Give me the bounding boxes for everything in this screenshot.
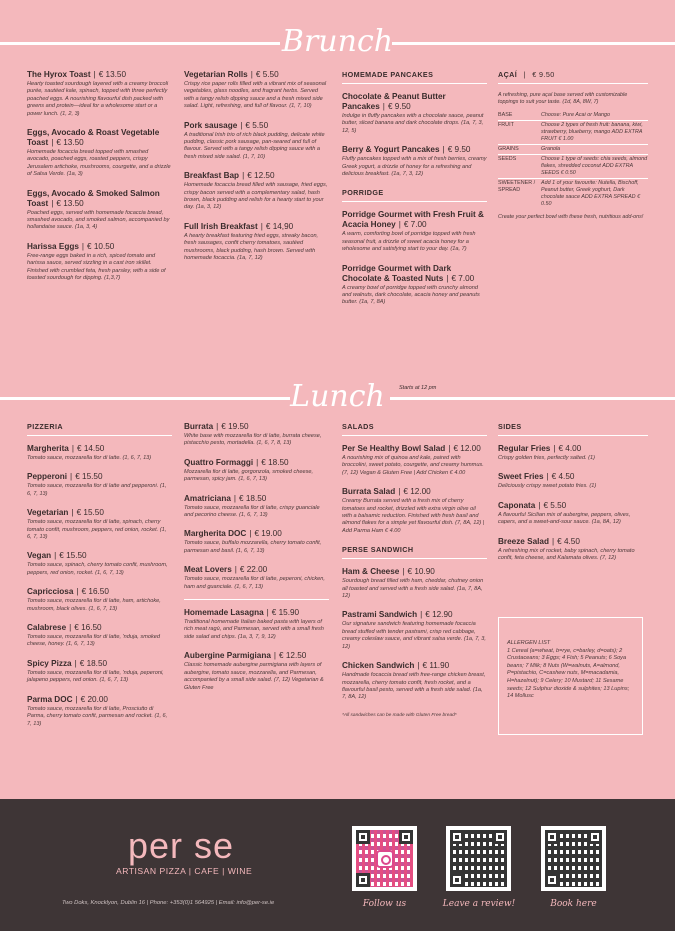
menu-item-description: Classic homemade aubergine parmigiana with layers of aubergine, tomato sauce, mozzarella, and Parmesan, accompanied by a small side salad. (7, 12) Vegetarian & Gluten Free xyxy=(184,662,324,691)
menu-item-description: Traditional homemade Italian baked pasta with layers of rich meat ragù, and Parmesan, served with a small fresh side salad and chips. (1a, 3, 7, 9, 12) xyxy=(184,619,324,640)
menu-item-description: Deliciously crispy sweet potato fries. (1) xyxy=(498,483,597,490)
acai-option-value: Choose 2 types of fresh fruit: banana, kiwi, strawberry, blueberry, mango ADD EXTRA FRUIT € 1.00 xyxy=(541,122,643,142)
separator: | xyxy=(74,658,77,668)
menu-item-title xyxy=(27,551,172,561)
acai-option-key: BASE xyxy=(498,112,513,118)
qr-pattern xyxy=(545,830,602,887)
acai-option-row xyxy=(498,144,648,153)
qr-corner xyxy=(450,873,464,887)
menu-item-price: € 15.50 xyxy=(59,551,87,561)
menu-item-title xyxy=(184,608,329,618)
book-here-label: Book here xyxy=(550,899,597,909)
acai-option-value: Choose 1 type of seeds: chia seeds, almond flakes, shredded coconut ADD EXTRA SEEDS € 0.50 xyxy=(541,156,648,176)
separator: | xyxy=(256,457,259,467)
menu-item-title xyxy=(184,458,329,468)
menu-item-title xyxy=(498,444,648,454)
tagline: ARTISAN PIZZA | CAFE | WINE xyxy=(116,866,253,876)
separator: | xyxy=(442,145,445,155)
menu-item-price: € 4.50 xyxy=(557,536,580,546)
menu-item-description: Tomato sauce, mozzarella fior di latte, peperoni, chicken, ham and guanciale. (1, 6, 7, 13) xyxy=(184,576,325,590)
menu-item-name: Quattro Formaggi xyxy=(184,457,254,467)
acai-price: € 9.50 xyxy=(532,70,555,79)
menu-item-name: Harissa Eggs xyxy=(27,241,79,251)
menu-item-name: Full Irish Breakfast xyxy=(184,221,258,231)
divider xyxy=(184,599,329,600)
separator: | xyxy=(69,623,72,633)
menu-item-price: € 5.50 xyxy=(245,120,269,130)
menu-item-description: A creamy bowl of porridge topped with crunchy almond and walnuts, dark chocolate, acacia honey and peanuts butter. (1a, 7, 8A) xyxy=(342,284,480,306)
menu-item-price: € 7.00 xyxy=(451,273,475,283)
brunch-banner xyxy=(0,22,675,62)
menu-item-title xyxy=(184,494,329,504)
menu-item-price: € 16.50 xyxy=(81,587,109,597)
separator: | xyxy=(216,422,219,431)
menu-item-description: Tomato sauce, mozzarella fior di latte. (1, 6, 7, 13) xyxy=(27,455,152,461)
menu-item-name: Burrata Salad xyxy=(342,487,396,497)
per-se-logo: per se xyxy=(128,825,235,866)
menu-item xyxy=(342,92,487,135)
menu-item-name: Pepperoni xyxy=(27,472,68,482)
menu-item-description: Crispy rice paper rolls filled with a vibrant mix of seasonal vegetables, glass noodles, and fragrant herbs. Served with a tangy relish dipping sauce and a fresh mixed side salad. Light, refreshing, and full of flavour. (1, 7, 10) xyxy=(184,81,327,110)
menu-item-title xyxy=(342,610,487,620)
acai-option-row xyxy=(498,112,648,119)
menu-item-price: € 12.90 xyxy=(425,610,453,620)
menu-item-title xyxy=(27,128,172,148)
menu-item-name: Capricciosa xyxy=(27,587,74,597)
separator: | xyxy=(273,651,277,661)
menu-item-description: Mozzarella fior di latte, gorgonzola, smoked cheese, parmesan, spicy jam. (1, 6, 7, 13) xyxy=(184,468,314,483)
menu-item-name: Meat Lovers xyxy=(184,565,232,575)
acai-heading: AÇAÍ | € 9.50 xyxy=(498,70,648,84)
menu-item xyxy=(27,587,172,613)
menu-item-price: € 14.50 xyxy=(77,444,105,453)
menu-item-description: Poached eggs, served with homemade focaccia bread, smashed avocado, and smoked salmon, accompanied by hollandaise sauce. (1a, 3, 4) xyxy=(27,209,170,231)
menu-item xyxy=(27,659,172,685)
menu-item-description: Fluffy pancakes topped with a mix of fresh berries, creamy Greek yogurt, a drizzle of honey for a refreshing and delicious breakfast. (1a, 7, 3, 12) xyxy=(342,156,487,178)
menu-item xyxy=(184,651,329,692)
brunch-column-1 xyxy=(27,70,172,293)
acai-option-value: Granola xyxy=(541,146,561,152)
sandwich-heading: PERSE SANDWICH xyxy=(342,545,487,559)
qr-corner xyxy=(356,873,370,887)
acai-option-key: FRUIT xyxy=(498,122,514,128)
menu-item xyxy=(27,551,172,577)
acai-intro: A refreshing, pure açaí base served with customizable toppings to suit your taste. (1d, 8A, 8W, 7) xyxy=(498,92,628,105)
menu-item-name: Burrata xyxy=(184,422,214,431)
separator: | xyxy=(551,536,555,546)
lunch-title: Lunch xyxy=(290,379,385,414)
menu-item xyxy=(342,145,487,178)
separator: | xyxy=(266,608,269,618)
review-qr-code[interactable] xyxy=(446,826,511,891)
separator: | xyxy=(538,500,541,510)
menu-item-name: Aubergine Parmigiana xyxy=(184,651,271,661)
separator: | xyxy=(51,138,54,148)
menu-item xyxy=(184,565,329,591)
separator: | xyxy=(54,551,57,561)
menu-item xyxy=(184,222,329,263)
menu-item-price: € 10.50 xyxy=(87,241,115,251)
menu-item-title xyxy=(184,121,329,131)
menu-item-title xyxy=(498,472,648,482)
acai-column xyxy=(498,70,648,221)
separator: | xyxy=(93,70,96,79)
menu-item-description: Tomato sauce, mozzarella fior di latte, 'nduja, peperoni, jalapeno peppers, red onion. (1, 6, 7, 13) xyxy=(27,669,164,684)
menu-item-title xyxy=(27,189,172,209)
qr-pattern xyxy=(356,830,413,887)
menu-item-description: A hearty breakfast featuring fried eggs, streaky bacon, fresh sausages, confit cherry tomatoes, sautéed mushrooms, black pudding, hash brown. Served with homemade focaccia. (1a, 7, 12) xyxy=(184,232,319,262)
menu-item-description: Indulge in fluffy pancakes with a chocolate sauce, peanut butter, sliced banana and dark chocolate drops. (1a, 7, 3, 12, 5) xyxy=(342,113,484,134)
separator: | xyxy=(242,171,245,181)
menu-item-description: Our signature sandwich featuring homemade focaccia bread stuffed with tender pastrami, crisp red cabbage, creamy coleslaw sauce, and vibrant salsa verde. (1a, 7, 3, 12) xyxy=(342,621,486,650)
menu-item xyxy=(27,444,172,462)
menu-item-price: € 4.50 xyxy=(551,472,575,482)
menu-item-name: Berry & Yogurt Pancakes xyxy=(342,145,440,155)
menu-item-description: Tomato sauce, buffalo mozzarella, cherry tomato confit, parmesan and basil. (1, 6, 7, 13) xyxy=(184,540,322,554)
menu-item-name: Amatriciana xyxy=(184,493,231,503)
menu-item-description: Handmade focaccia bread with free-range chicken breast, mozzarella, cherry tomato confit, fresh rocket, and a flavourful basil pesto, served with a fresh side salad. (1a, 7, 8A, 12) xyxy=(342,672,486,701)
qr-corner xyxy=(588,830,602,844)
instagram-qr-code[interactable] xyxy=(352,826,417,891)
gluten-free-note: *All sandwiches can be made with Gluten Free bread* xyxy=(342,712,457,718)
menu-item xyxy=(184,529,329,555)
menu-item xyxy=(184,458,329,484)
separator: | xyxy=(420,610,423,620)
acai-option-value: Choose: Pure Acai or Mango xyxy=(541,112,611,118)
menu-item-price: € 9.50 xyxy=(447,145,471,155)
menu-item-name: Per Se Healthy Bowl Salad xyxy=(342,444,446,453)
menu-item xyxy=(184,171,329,212)
lunch-start-time: Starts at 12 pm xyxy=(399,385,437,391)
menu-item xyxy=(27,128,172,179)
allergen-title: ALLERGEN LIST xyxy=(507,640,551,646)
menu-item-price: € 19.00 xyxy=(254,529,282,539)
menu-item xyxy=(27,695,172,728)
qr-corner xyxy=(545,830,559,844)
separator: | xyxy=(70,472,73,482)
qr-corner xyxy=(450,830,464,844)
menu-item xyxy=(184,608,329,641)
menu-item-price: € 12.50 xyxy=(279,651,307,661)
menu-item-name: Caponata xyxy=(498,500,536,510)
menu-item-title xyxy=(342,145,487,155)
brunch-title: Brunch xyxy=(281,24,394,59)
menu-item-name: Calabrese xyxy=(27,623,67,633)
separator: | xyxy=(233,493,237,503)
menu-item-description: A refreshing mix of rocket, baby spinach, cherry tomato confit, feta cheese, and Kalamata olives. (7, 12) xyxy=(498,547,635,562)
menu-item-title xyxy=(27,695,172,705)
menu-item-title xyxy=(184,529,329,539)
menu-item-price: € 18.50 xyxy=(261,457,289,467)
follow-us-label: Follow us xyxy=(362,899,407,909)
menu-item-name: Regular Fries xyxy=(498,444,551,453)
menu-item-title xyxy=(342,487,487,497)
pizzeria-column xyxy=(27,422,172,738)
menu-item-description: A warm, comforting bowl of porridge topped with fresh seasonal fruit, a drizzle of sweet acacia honey for a wholesome and satisfying start to your day. (1a, 7) xyxy=(342,231,476,253)
contact-address: Two Doks, Knocklyon, Dublin 16 | Phone: +353(0)1 564925 | Email: info@per-se.ie xyxy=(62,900,275,906)
menu-item xyxy=(498,472,648,490)
menu-item-price: € 4.00 xyxy=(558,444,582,453)
menu-item-price: € 5.50 xyxy=(255,70,279,79)
menu-item-title xyxy=(27,623,172,633)
menu-item-price: € 13.50 xyxy=(56,198,84,208)
menu-item-name: Margherita DOC xyxy=(184,529,247,539)
menu-item-title xyxy=(184,70,329,80)
menu-item-description: Creamy Burrata served with a fresh mix of cherry tomatoes and rocket, drizzled with extra virgin olive oil with a balsamic reduction. Finished with fresh basil and almond flakes for a simple yet flavourful dish. (7, 8A, 12) | Add Parma Ham € 4.00 xyxy=(342,498,485,534)
menu-item-title xyxy=(184,422,329,432)
menu-item xyxy=(184,422,329,448)
menu-item-price: € 7.00 xyxy=(403,220,427,230)
menu-item-price: € 15.50 xyxy=(75,472,103,482)
separator: | xyxy=(260,221,263,231)
menu-item-title xyxy=(342,567,487,577)
menu-item xyxy=(342,610,487,651)
menu-item-description: Homemade focaccia bread filled with sausage, fried eggs, crispy bacon served with a complementary salad, hash brown, black pudding and relish for a hearty start to your day. (1a, 3, 12) xyxy=(184,182,328,211)
lunch-banner xyxy=(0,377,675,417)
menu-item-title xyxy=(498,501,648,511)
separator: | xyxy=(76,587,79,597)
separator: | xyxy=(75,694,78,704)
menu-item-title xyxy=(184,171,329,181)
separator: | xyxy=(71,444,74,453)
qr-corner xyxy=(399,830,413,844)
lunch-column-2 xyxy=(184,422,329,702)
separator: | xyxy=(81,241,85,251)
menu-item-title xyxy=(27,508,172,518)
menu-item-name: The Hyrox Toast xyxy=(27,70,91,79)
menu-item-price: € 20.00 xyxy=(80,694,108,704)
qr-corner xyxy=(493,830,507,844)
menu-item-title xyxy=(184,565,329,575)
menu-item xyxy=(27,508,172,541)
sides-column xyxy=(498,422,648,572)
menu-item-description: Homemade focaccia bread topped with smashed avocado, poached eggs, roasted peppers, crispy Jerusalem artichoke, mushrooms, courgette, and a drizzle of Salsa Verde. (1a, 3) xyxy=(27,149,171,178)
menu-item-title xyxy=(27,242,172,252)
menu-item xyxy=(342,661,487,702)
acai-option-value: Add 1 of your favourite: Nutella, Bischoff, Peanut butter, Greek yoghurt, Dark chocolate sauce ADD EXTRA SPREAD € 0.50 xyxy=(541,180,641,207)
menu-item xyxy=(342,264,487,307)
menu-item-title xyxy=(27,587,172,597)
menu-item xyxy=(184,121,329,162)
menu-item-price: € 14,90 xyxy=(265,221,294,231)
menu-item-name: Pork sausage xyxy=(184,120,238,130)
menu-item-price: € 11.90 xyxy=(422,661,450,671)
separator: | xyxy=(382,102,385,111)
menu-item-title xyxy=(184,222,329,232)
menu-item-title xyxy=(342,210,487,230)
menu-item-description: White base with mozzarella fior di latte, burrata cheese, pistacchio pesto, mortadella. (1, 6, 7, 8, 13) xyxy=(184,433,322,447)
menu-item-description: A nourishing mix of quinoa and kale, paired with broccolini, sweet potato, courgette, and creamy hummus. (7, 12) Vegan & Gluten Free | Add Chicken € 4.00 xyxy=(342,455,484,476)
menu-item xyxy=(27,472,172,498)
menu-item xyxy=(342,210,487,253)
qr-pattern xyxy=(450,830,507,887)
menu-item-name: Vegetarian Rolls xyxy=(184,70,248,79)
brunch-column-3 xyxy=(342,70,487,317)
menu-item-price: € 5.50 xyxy=(543,500,567,510)
menu-item-title xyxy=(498,537,648,547)
menu-item-name: Chicken Sandwich xyxy=(342,661,415,671)
menu-item-price: € 12.50 xyxy=(247,171,275,181)
separator: | xyxy=(446,273,449,283)
menu-item-description: Hearty toasted sourdough layered with a creamy broccoli purée, sautéed kale, spinach, topped with three perfectly poached eggs. A nourishing flavourful dish packed with greens and protein—ideal for a wholesome start or a power lunch. (1, 2, 3) xyxy=(27,81,169,117)
menu-item xyxy=(27,623,172,649)
acai-option-key: SWEETENER / SPREAD xyxy=(498,180,536,193)
menu-item-price: € 13.50 xyxy=(98,70,127,79)
menu-item-title xyxy=(342,264,487,284)
menu-item xyxy=(498,537,648,563)
menu-item-description: Free-range eggs baked in a rich, spiced tomato and harissa sauce, served sizzling in a cast iron skillet. Finished with crumbled feta, fresh parsley, with a side of toasted sourdough for dipping. (1,3,7) xyxy=(27,252,166,282)
menu-item-name: Breakfast Bap xyxy=(184,171,240,181)
menu-item-description: Tomato sauce, mozzarella fior di latte, spinach, cherry tomato confit, mushroom, peppers, red onion, rocket. (1, 6, 7, 13) xyxy=(27,519,167,541)
menu-item-title xyxy=(342,661,487,671)
brunch-column-2 xyxy=(184,70,329,273)
acai-option-row xyxy=(498,120,648,143)
menu-item xyxy=(342,444,487,477)
menu-item-price: € 12.00 xyxy=(403,487,431,497)
menu-item xyxy=(498,444,648,462)
separator: | xyxy=(240,120,243,130)
menu-item xyxy=(498,501,648,527)
booking-qr-code[interactable] xyxy=(541,826,606,891)
menu-item-name: Vegan xyxy=(27,551,52,561)
qr-corner xyxy=(545,873,559,887)
menu-item-description: Tomato sauce, mozzarella fior di latte, ham, artichoke, mushroom, black olives. (1, 6, 7, 13) xyxy=(27,598,161,612)
menu-item-price: € 16.50 xyxy=(74,623,102,633)
menu-item-description: Tomato sauce, mozzarella fior di latte, 'nduja, smoked cheese, honey. (1, 6, 7, 13) xyxy=(27,634,161,648)
menu-item-name: Parma DOC xyxy=(27,694,73,704)
menu-item-description: A traditional Irish trio of rich black pudding, delicate white pudding, classic pork sausage, pan-seared and full of flavour. Served with a tangy relish dipping sauce with a fresh mixed side salad. (1, 7, 10) xyxy=(184,131,325,160)
separator: | xyxy=(250,70,253,79)
menu-item-price: € 15.90 xyxy=(271,608,300,618)
salads-column xyxy=(342,422,487,719)
menu-item xyxy=(342,487,487,535)
menu-item-title xyxy=(27,70,172,80)
menu-item-name: Pastrami Sandwich xyxy=(342,610,418,620)
separator: | xyxy=(249,529,252,539)
separator: | xyxy=(546,472,549,482)
menu-item-title xyxy=(184,651,329,661)
menu-item-price: € 15.50 xyxy=(76,508,104,518)
menu-item-description: Sourdough bread filled with ham, cheddar, chutney onion all toasted and served with a fresh side salad. (1a, 7, 8A, 12) xyxy=(342,578,484,600)
menu-item xyxy=(27,70,172,118)
salads-heading: SALADS xyxy=(342,422,487,436)
menu-item-description: A flavourful Sicilian mix of aubergine, peppers, olives, capers, and a sweet-and-sour sauce. (1a, 8A, 12) xyxy=(498,511,631,526)
menu-item xyxy=(342,567,487,600)
acai-heading-label: AÇAÍ xyxy=(498,70,518,79)
porridge-heading: PORRIDGE xyxy=(342,188,487,202)
separator: | xyxy=(71,508,74,518)
qr-corner xyxy=(356,830,370,844)
menu-item-description: Tomato sauce, mozzarella fior di latte, Prosciutto di Parma, cherry tomato confit, parmesan and rocket. (1, 6, 7, 13) xyxy=(27,705,168,727)
acai-option-row xyxy=(498,154,648,177)
separator: | xyxy=(553,444,556,453)
menu-item-name: Eggs, Avocado & Smoked Salmon Toast xyxy=(27,188,160,208)
menu-item-price: € 18.50 xyxy=(239,493,267,503)
menu-item-title xyxy=(27,659,172,669)
pizzeria-heading: PIZZERIA xyxy=(27,422,172,436)
pancakes-heading: HOMEMADE PANCAKES xyxy=(342,70,487,84)
menu-item-price: € 18.50 xyxy=(79,658,108,668)
menu-item-name: Eggs, Avocado & Roast Vegetable Toast xyxy=(27,128,160,148)
instagram-icon xyxy=(376,850,394,868)
allergen-list xyxy=(498,617,643,735)
menu-item-price: € 12.00 xyxy=(453,444,481,453)
separator: | xyxy=(398,220,401,230)
menu-item-price: € 10.90 xyxy=(407,567,435,577)
menu-item-description: Crispy golden fries, perfectly salted. (1) xyxy=(498,455,595,461)
menu-item-name: Margherita xyxy=(27,444,69,453)
menu-item xyxy=(27,189,172,232)
menu-item xyxy=(27,242,172,283)
menu-item-name: Spicy Pizza xyxy=(27,658,72,668)
menu-item-title xyxy=(342,444,487,454)
menu-item-name: Breeze Salad xyxy=(498,536,549,546)
menu-item-title xyxy=(342,92,487,112)
menu-item-description: Tomato sauce, mozzarella fior di latte and pepperoni. (1, 6, 7, 13) xyxy=(27,483,167,497)
menu-item xyxy=(184,70,329,111)
separator: | xyxy=(402,567,405,577)
menu-item-name: Porridge Gourmet with Dark Chocolate & Toasted Nuts xyxy=(342,263,452,283)
separator: | xyxy=(448,444,451,453)
menu-item-price: € 22.00 xyxy=(239,565,268,575)
separator: | xyxy=(417,661,420,671)
acai-option-key: SEEDS xyxy=(498,156,517,162)
acai-option-row xyxy=(498,178,648,208)
menu-item-description: Tomato sauce, spinach, cherry tomato confit, mushroom, peppers, red onion, rocket. (1, 6, 7, 13) xyxy=(27,562,168,576)
separator: | xyxy=(51,198,54,208)
acai-option-key: GRAINS xyxy=(498,146,519,152)
separator: | xyxy=(234,565,237,575)
footer xyxy=(0,799,675,931)
menu-item-name: Homemade Lasagna xyxy=(184,608,264,618)
sides-heading: SIDES xyxy=(498,422,648,436)
menu-item xyxy=(184,494,329,520)
menu-item-title xyxy=(27,472,172,482)
acai-outro: Create your perfect bowl with these fresh, nutritious add-ons! xyxy=(498,214,644,220)
menu-item-price: € 9.50 xyxy=(387,102,411,111)
menu-item-name: Ham & Cheese xyxy=(342,567,400,577)
separator: | xyxy=(398,487,401,497)
menu-item-name: Chocolate & Peanut Butter Pancakes xyxy=(342,92,446,111)
menu-item-name: Porridge Gourmet with Fresh Fruit & Acacia Honey xyxy=(342,210,484,230)
menu-item-description: Tomato sauce, mozzarella fior di latte, crispy guanciale and pecorino cheese. (1, 6, 7, 13) xyxy=(184,504,320,519)
menu-item-title xyxy=(27,444,172,454)
allergen-text: 1 Cereal (a=wheat, b=rye, c=barley, d=oats); 2 Crustaceans; 3 Eggs; 4 Fish; 5 Peanuts; 6 Soya beans; 7 Milk; 8 Nuts (W=walnuts, A=almond, P=pistachio, C=cashew nuts, M=macadamia, H=hazelnut); 9 Celery; 10 Mustard; 11 Sesame seeds; 12 Sulphur dioxide & sulphites; 13 Lupins; 14 Mollusc xyxy=(507,647,630,700)
menu-item-price: € 13.50 xyxy=(56,138,84,148)
menu-item-name: Vegetarian xyxy=(27,508,69,518)
leave-review-label: Leave a review! xyxy=(442,899,516,909)
menu-item-price: € 19.50 xyxy=(221,422,249,431)
menu-item-name: Sweet Fries xyxy=(498,472,544,482)
